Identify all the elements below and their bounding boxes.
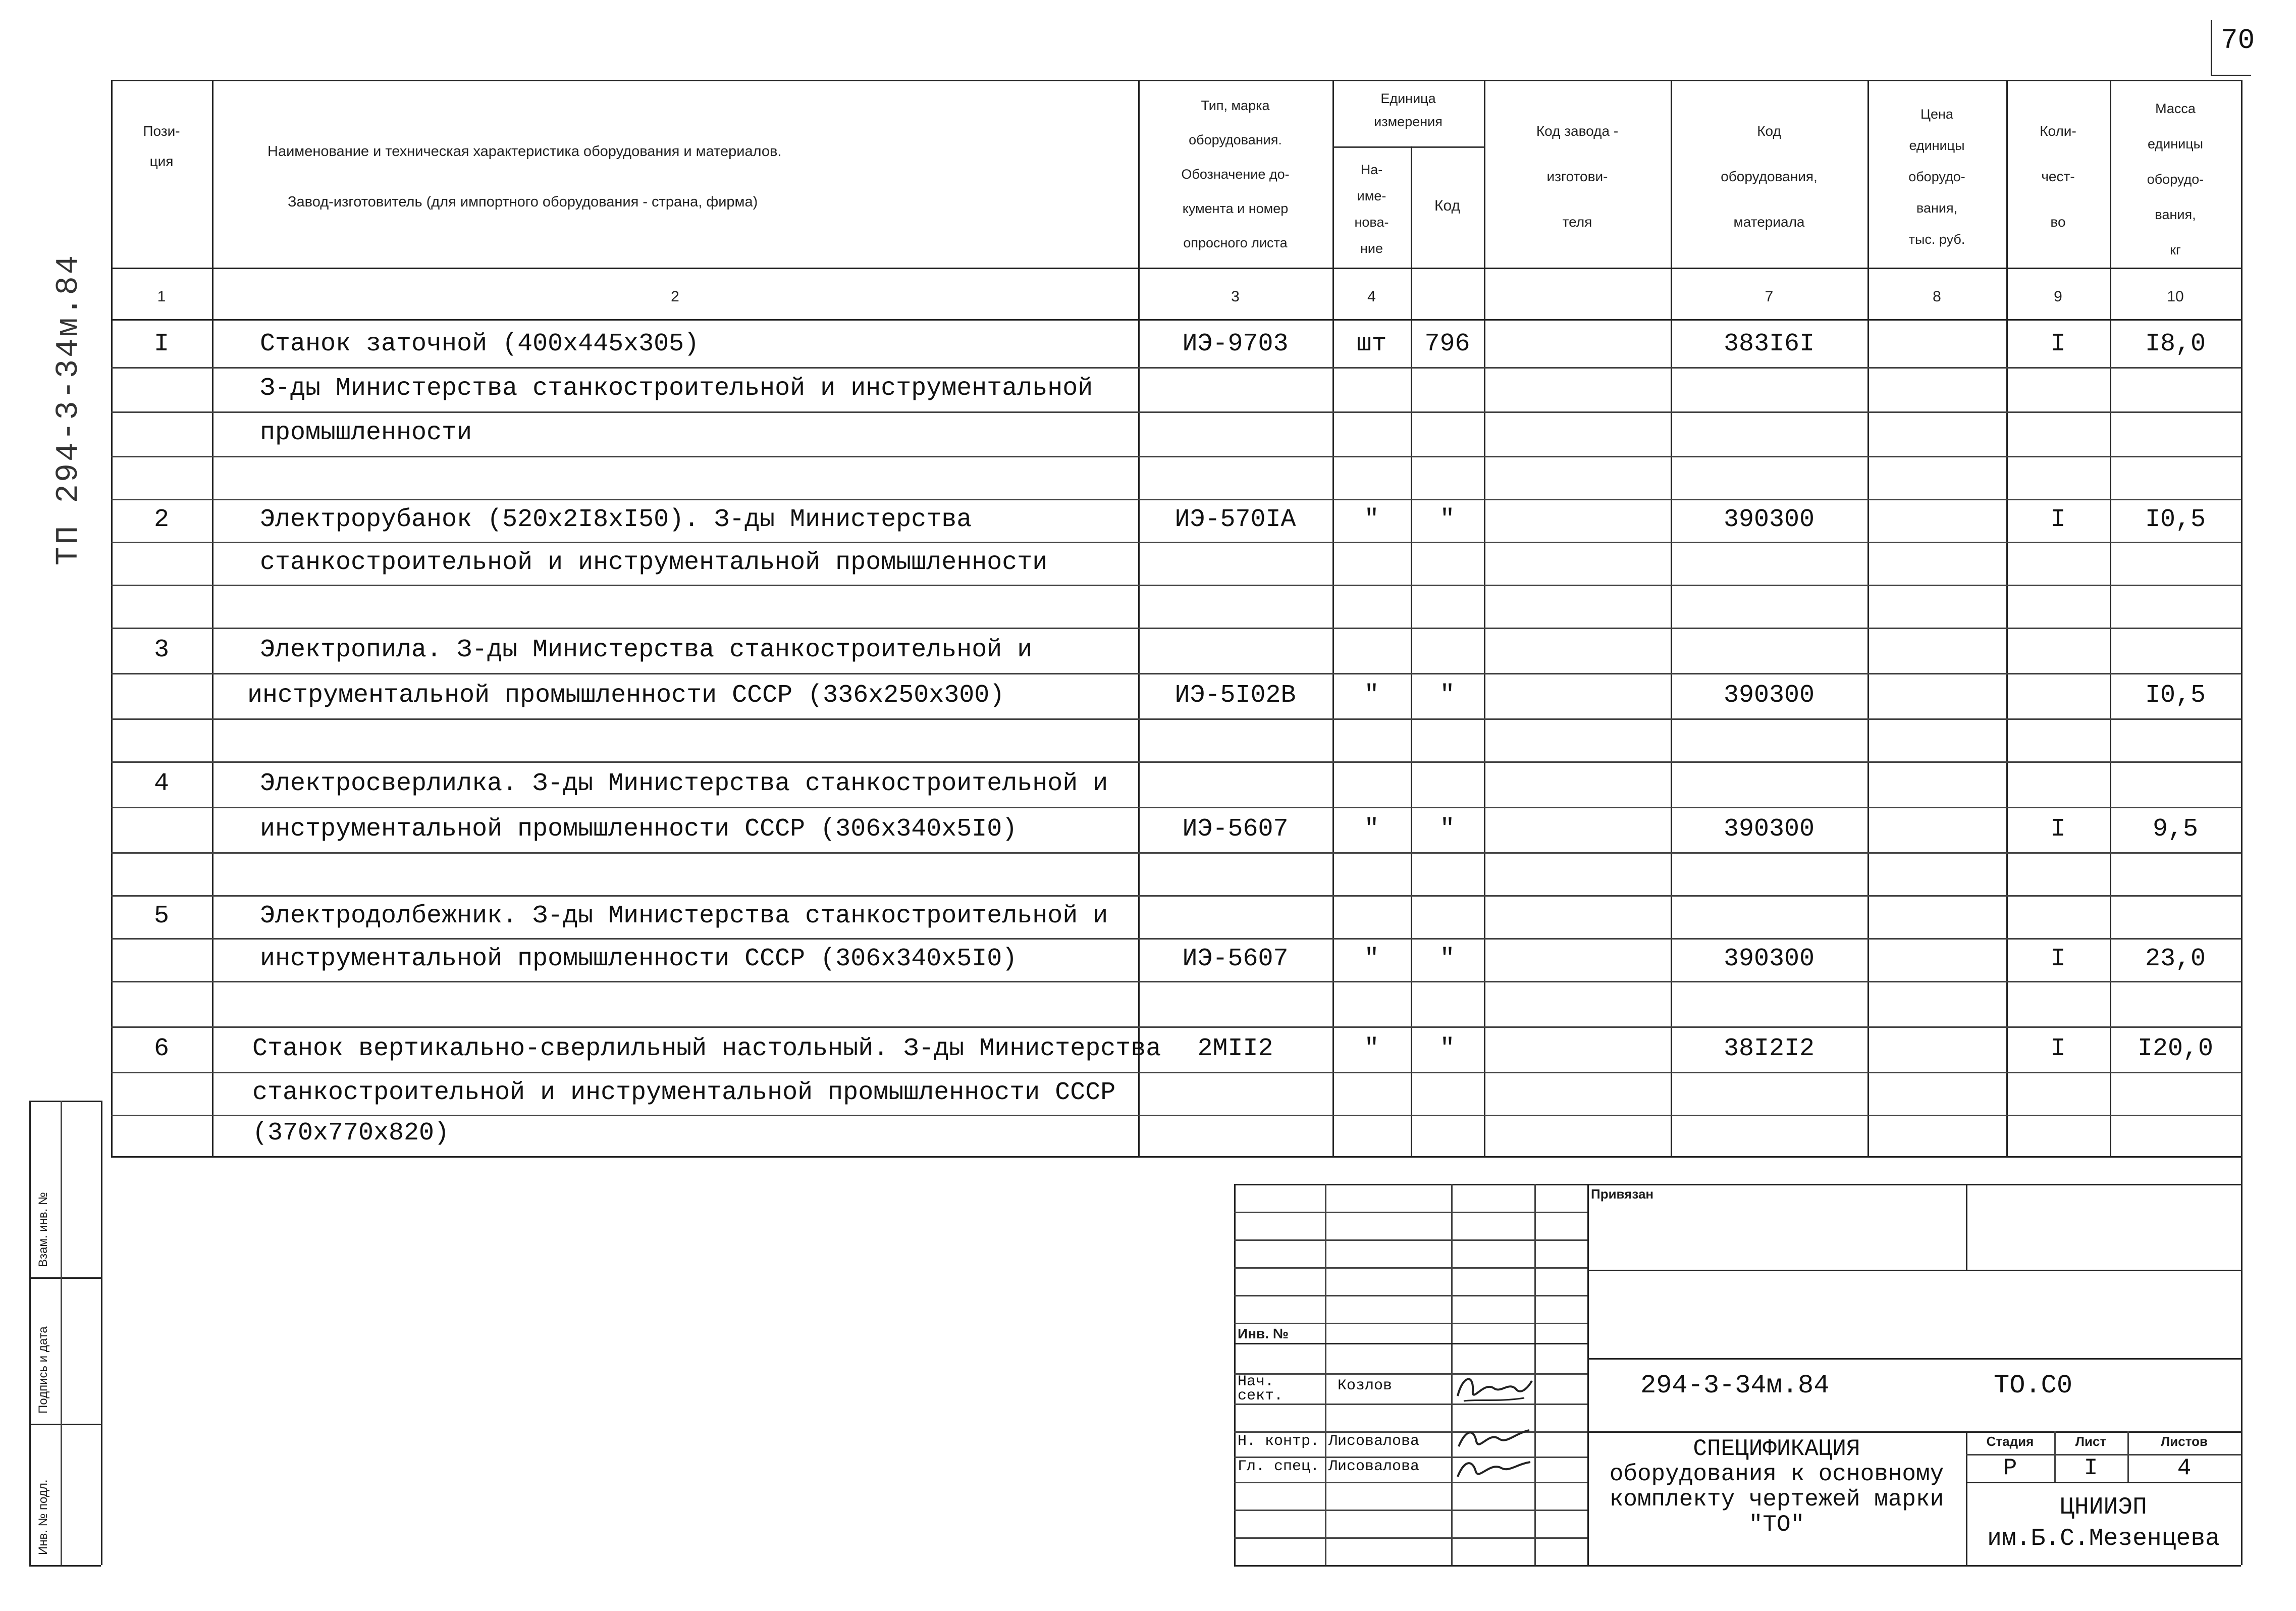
spec-title: СПЕЦИФИКАЦИЯ оборудования к основному комплекту чертежей марки "ТО" [1609, 1436, 1944, 1538]
cell-description: инструментальной промышленности СССР (306х340х5I0) [260, 945, 1018, 973]
colnum-7: 7 [1765, 288, 1774, 305]
role-head-sector: Нач. сект. [1238, 1373, 1284, 1405]
cell-description: инструментальной промышленности СССР (336х250х300) [247, 681, 1005, 710]
colnum-2: 2 [671, 288, 679, 305]
cell-unit-code: " [1439, 945, 1455, 973]
cell-unit: " [1364, 681, 1379, 710]
page-number: 70 [2221, 24, 2255, 57]
colnum-10: 10 [2167, 288, 2184, 305]
organization: ЦНИИЭП им.Б.С.Мезенцева [1987, 1494, 2220, 1552]
sheet-value: I [2084, 1455, 2098, 1481]
role-chief-spec: Гл. спец. [1238, 1458, 1320, 1475]
cell-unit: шт [1356, 330, 1387, 358]
cell-quantity: I [2050, 1034, 2066, 1063]
cell-mass: I8,0 [2145, 330, 2206, 358]
cell-quantity: I [2050, 330, 2066, 358]
header-name: Наименование и техническая характеристика оборудования и материалов. Завод-изготовитель (для импортного оборудования - страна, фирма) [268, 143, 782, 210]
header-equip-code: Код оборудования, материала [1721, 123, 1818, 230]
cell-type: ИЭ-5607 [1182, 815, 1289, 844]
colnum-8: 8 [1933, 288, 1941, 305]
cell-equip-code: 390300 [1723, 505, 1815, 534]
header-quantity: Коли- чест- во [2040, 123, 2076, 230]
cell-unit: " [1364, 505, 1379, 534]
cell-equip-code: 38I2I2 [1723, 1034, 1815, 1063]
cell-description: Электросверлилка. З-ды Министерства станкостроительной и [260, 769, 1108, 798]
cell-mass: 23,0 [2145, 945, 2206, 973]
cell-mass: I0,5 [2145, 505, 2206, 534]
cell-position: I [153, 330, 169, 358]
margin-doc-code: ТП 294-3-34м.84 [50, 253, 86, 565]
margin-field-signature: Подпись и дата [36, 1326, 50, 1414]
colnum-1: 1 [157, 288, 166, 305]
header-unit-code: Код [1434, 197, 1460, 214]
colnum-9: 9 [2054, 288, 2062, 305]
sheets-label: Листов [2161, 1434, 2208, 1449]
cell-unit: " [1364, 815, 1379, 844]
doc-number: 294-3-34м.84 [1640, 1371, 1830, 1400]
cell-type: ИЭ-5607 [1182, 945, 1289, 973]
drawing-mark: ТО.С0 [1994, 1371, 2073, 1400]
cell-quantity: I [2050, 505, 2066, 534]
cell-type: 2МII2 [1197, 1034, 1273, 1063]
cell-quantity: I [2050, 815, 2066, 844]
stage-label: Стадия [1986, 1434, 2034, 1449]
cell-description: Электропила. З-ды Министерства станкостроительной и [260, 636, 1033, 664]
cell-description: промышленности [260, 419, 472, 447]
cell-description: Электрорубанок (520х2I8хI50). З-ды Министерства [260, 505, 972, 534]
header-factory-code: Код завода - изготови- теля [1536, 123, 1619, 230]
cell-position: 2 [153, 505, 169, 534]
cell-equip-code: 390300 [1723, 815, 1815, 844]
role-norm-control: Н. контр. [1238, 1433, 1320, 1450]
colnum-3: 3 [1231, 288, 1240, 305]
header-type: Тип, марка оборудования. Обозначение до- кумента и номер опросного листа [1181, 98, 1290, 250]
cell-mass: 9,5 [2152, 815, 2198, 844]
header-unit-group: Единица измерения [1374, 91, 1443, 129]
cell-position: 6 [153, 1034, 169, 1063]
cell-position: 3 [153, 636, 169, 664]
cell-position: 4 [153, 769, 169, 798]
cell-unit-code: " [1439, 505, 1455, 534]
sheets-value: 4 [2177, 1455, 2192, 1481]
margin-field-replaced: Взам. инв. № [36, 1192, 50, 1267]
cell-quantity: I [2050, 945, 2066, 973]
cell-description: Электродолбежник. З-ды Министерства станкостроительной и [260, 902, 1108, 930]
cell-position: 5 [153, 902, 169, 930]
colnum-4: 4 [1367, 288, 1376, 305]
header-position: Пози- ция [143, 123, 180, 169]
inv-no-label: Инв. № [1238, 1326, 1289, 1341]
cell-unit: " [1364, 945, 1379, 973]
cell-equip-code: 390300 [1723, 681, 1815, 710]
cell-description: Станок заточной (400х445х305) [260, 330, 700, 358]
cell-description: инструментальной промышленности СССР (306х340х5I0) [260, 815, 1018, 844]
margin-field-inv: Инв. № подл. [36, 1479, 50, 1555]
name-norm-control: Лисовалова [1328, 1433, 1420, 1450]
header-mass: Масса единицы оборудо- вания, кг [2147, 101, 2204, 257]
header-price: Цена единицы оборудо- вания, тыс. руб. [1908, 107, 1965, 247]
cell-description: станкостроительной и инструментальной промышленности СССР [252, 1078, 1116, 1107]
cell-unit-code: " [1439, 815, 1455, 844]
cell-unit-code: " [1439, 681, 1455, 710]
header-unit-name: На- име- нова- ние [1354, 162, 1389, 256]
cell-description: Станок вертикально-сверлильный настольный. З-ды Министерства [252, 1034, 1161, 1063]
cell-unit-code: " [1439, 1034, 1455, 1063]
name-chief-spec: Лисовалова [1328, 1458, 1420, 1475]
stage-value: Р [2003, 1455, 2017, 1481]
cell-type: ИЭ-5I02В [1174, 681, 1296, 710]
cell-mass: I20,0 [2137, 1034, 2214, 1063]
cell-description: З-ды Министерства станкостроительной и инструментальной [260, 374, 1093, 403]
cell-description: (370х770х820) [252, 1119, 450, 1148]
sheet-label: Лист [2075, 1434, 2107, 1449]
signature-head-sector [1454, 1366, 1534, 1411]
cell-unit: " [1364, 1034, 1379, 1063]
privyazan-label: Привязан [1591, 1186, 1654, 1202]
cell-unit-code: 796 [1424, 330, 1470, 358]
cell-mass: I0,5 [2145, 681, 2206, 710]
name-head-sector: Козлов [1338, 1377, 1393, 1394]
cell-description: станкостроительной и инструментальной промышленности [260, 548, 1048, 577]
cell-type: ИЭ-9703 [1182, 330, 1289, 358]
signature-chief-spec [1454, 1449, 1534, 1489]
cell-equip-code: 390300 [1723, 945, 1815, 973]
cell-equip-code: 383I6I [1723, 330, 1815, 358]
cell-type: ИЭ-570IА [1174, 505, 1296, 534]
